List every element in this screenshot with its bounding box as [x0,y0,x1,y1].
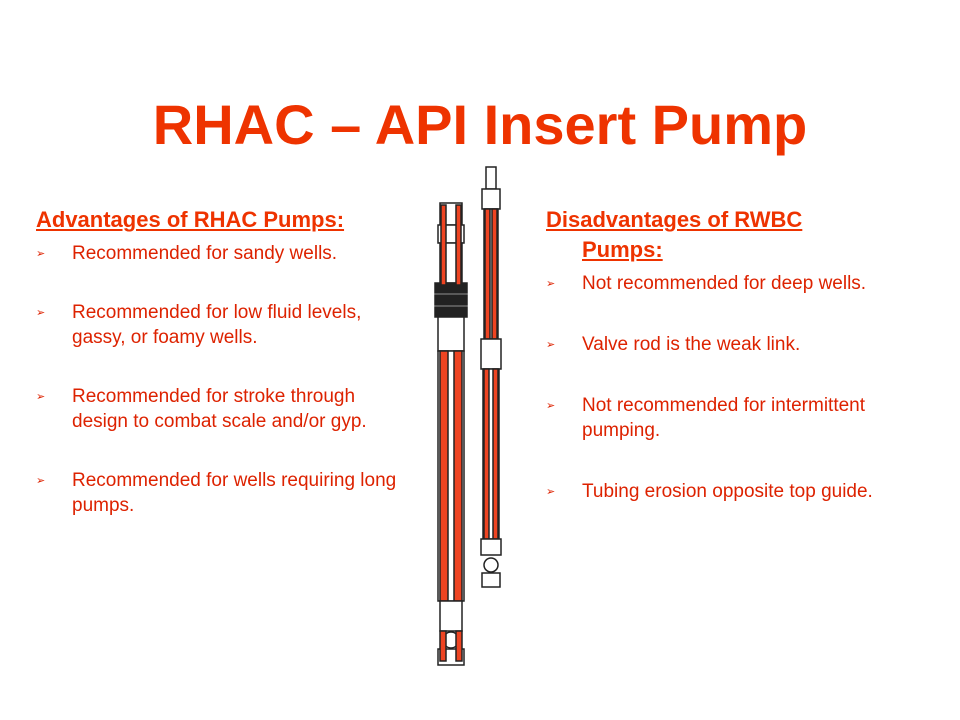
arrow-bullet-icon: ➢ [36,248,46,260]
advantages-list [36,241,416,518]
list-item: ➢ Valve rod is the weak link. [546,332,886,357]
slide-title: RHAC – API Insert Pump [152,93,808,156]
list-item: ➢ Recommended for low fluid levels, gassy, or foamy wells. [36,302,362,348]
arrow-bullet-icon: ➢ [546,278,556,290]
list-item: ➢ Recommended for wells requiring long pumps. [36,470,397,516]
arrow-bullet-icon: ➢ [546,486,556,498]
insert-pump-diagram [418,165,518,675]
arrow-bullet-icon: ➢ [546,400,556,412]
list-item: ➢ Tubing erosion opposite top guide. [546,479,886,504]
arrow-bullet-icon: ➢ [36,475,46,487]
advantages-heading: Advantages of RHAC Pumps: [36,207,345,232]
disadvantages-list [546,271,886,504]
list-item: ➢ Recommended for sandy wells. [36,241,416,266]
arrow-bullet-icon: ➢ [546,339,556,351]
arrow-bullet-icon: ➢ [36,391,46,403]
disadvantages-heading: Disadvantages of RWBC Pumps: [546,207,803,262]
disadvantages-column [546,205,886,540]
list-item: ➢ Not recommended for deep wells. [546,271,886,296]
list-item: ➢ Recommended for stroke through design to combat scale and/or gyp. [36,386,367,432]
advantages-column [36,205,416,552]
arrow-bullet-icon: ➢ [36,307,46,319]
list-item: ➢ Not recommended for intermittent pumping. [546,395,866,441]
